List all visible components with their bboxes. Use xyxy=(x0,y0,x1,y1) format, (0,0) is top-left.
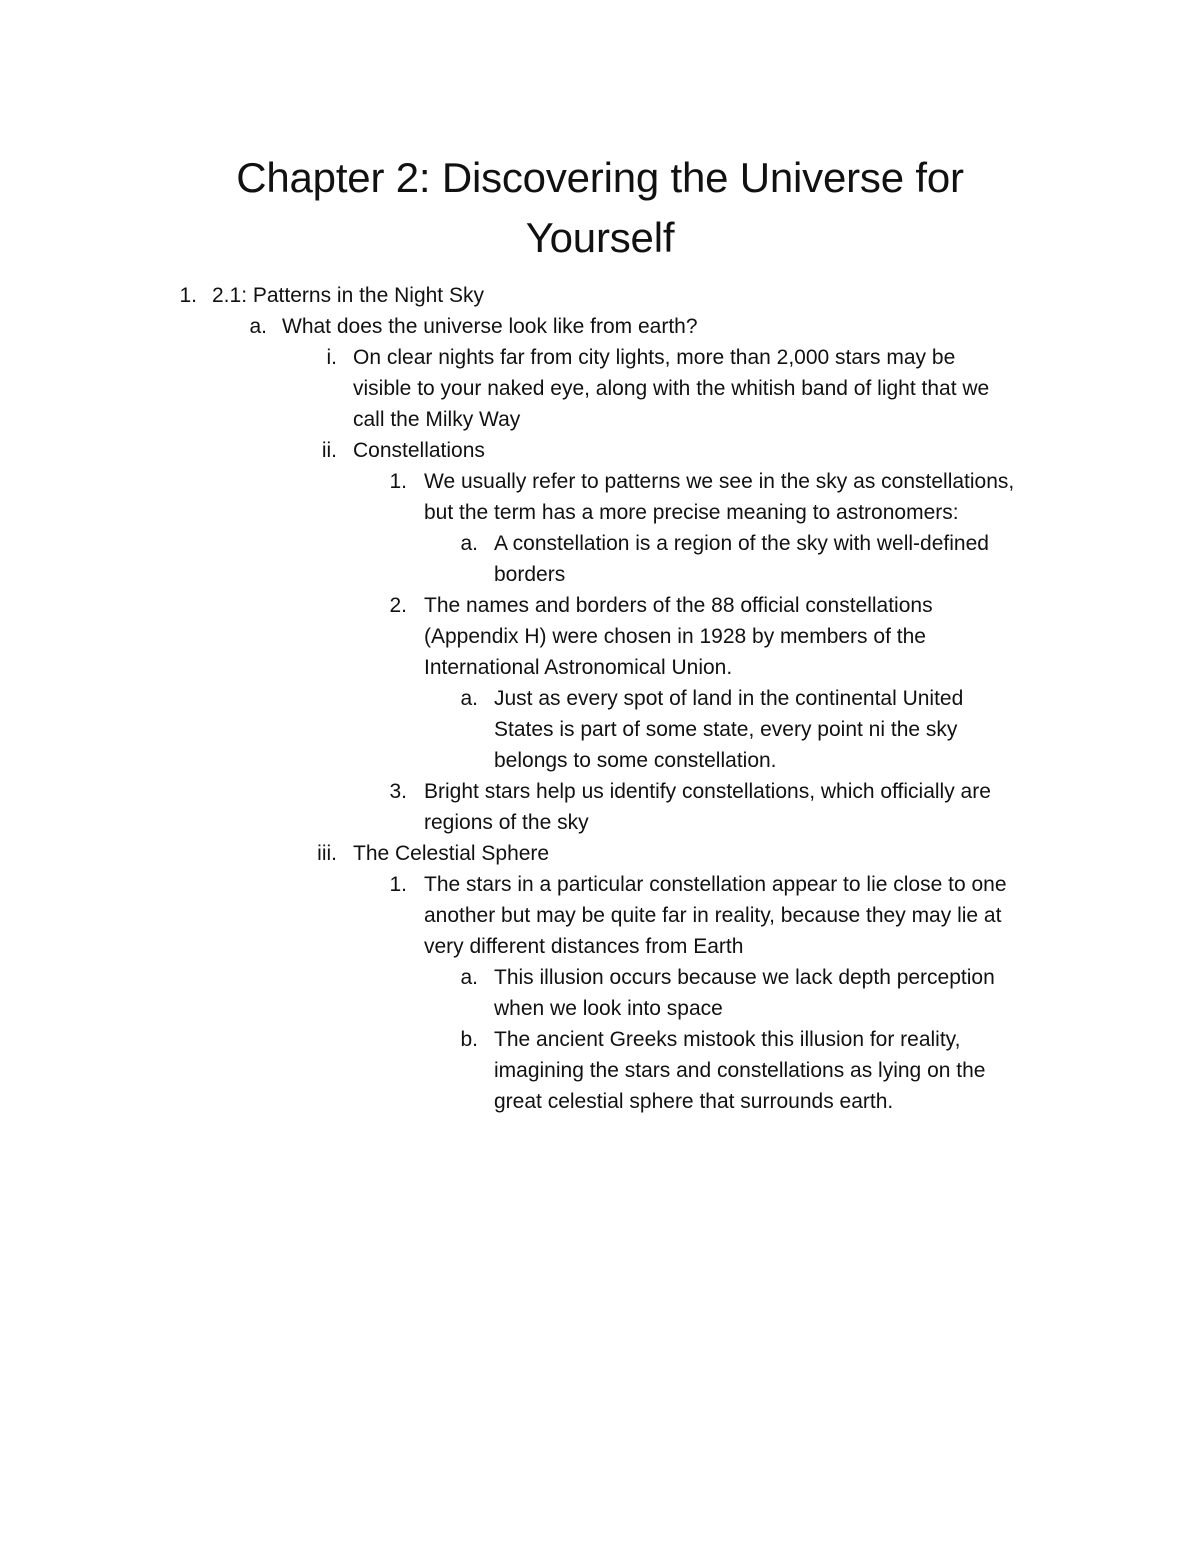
list-item-text-line: regions of the sky xyxy=(424,811,589,834)
list-marker: a. xyxy=(460,532,478,555)
list-item-text-line: Just as every spot of land in the continental United xyxy=(494,687,964,710)
list-item-text-line: very different distances from Earth xyxy=(424,935,744,958)
list-item-text-line: borders xyxy=(494,563,566,586)
list-marker: a. xyxy=(249,315,267,338)
list-item-text-line: visible to your naked eye, along with the whitish band of light that we xyxy=(353,377,990,400)
list-item-text-line: imagining the stars and constellations as lying on the xyxy=(494,1059,986,1082)
list-item-text-line: The ancient Greeks mistook this illusion for reality, xyxy=(494,1028,961,1051)
list-marker: 3. xyxy=(389,780,407,803)
title-line-2: Yourself xyxy=(525,214,675,261)
list-marker: 1. xyxy=(389,873,407,896)
list-marker: 1. xyxy=(179,284,197,307)
list-item-text-line: States is part of some state, every point ni the sky xyxy=(494,718,958,741)
list-marker: a. xyxy=(460,687,478,710)
list-item-text-line: This illusion occurs because we lack depth perception xyxy=(494,966,995,989)
list-item-text-line: Bright stars help us identify constellations, which officially are xyxy=(424,780,991,803)
list-item-text-line: call the Milky Way xyxy=(353,408,521,431)
list-item-text: 2.1: Patterns in the Night Sky xyxy=(212,284,484,307)
list-item-text: What does the universe look like from earth? xyxy=(282,315,698,338)
list-item-text-line: The stars in a particular constellation appear to lie close to one xyxy=(424,873,1007,896)
list-marker: b. xyxy=(460,1028,478,1051)
list-item-text-line: (Appendix H) were chosen in 1928 by members of the xyxy=(424,625,926,648)
list-marker: iii. xyxy=(317,842,337,865)
list-item-text-line: great celestial sphere that surrounds earth. xyxy=(494,1090,894,1113)
list-item-text-line: International Astronomical Union. xyxy=(424,656,733,679)
list-marker: 1. xyxy=(389,470,407,493)
list-item-text-line: another but may be quite far in reality, because they may lie at xyxy=(424,904,1002,927)
list-marker: a. xyxy=(460,966,478,989)
list-item-text-line: We usually refer to patterns we see in the sky as constellations, xyxy=(424,470,1015,493)
list-item-text-line: The names and borders of the 88 official constellations xyxy=(424,594,933,617)
list-marker: ii. xyxy=(321,439,337,462)
list-item-text-line: but the term has a more precise meaning to astronomers: xyxy=(424,501,959,524)
list-item-text-line: belongs to some constellation. xyxy=(494,749,777,772)
list-marker: 2. xyxy=(389,594,407,617)
list-item-text-line: On clear nights far from city lights, more than 2,000 stars may be xyxy=(353,346,956,369)
page-title xyxy=(150,148,1050,268)
list-item-text: The Celestial Sphere xyxy=(353,842,550,865)
title-line-1: Chapter 2: Discovering the Universe for xyxy=(236,154,964,201)
list-item-text-line: A constellation is a region of the sky with well-defined xyxy=(494,532,989,555)
list-item-text-line: when we look into space xyxy=(494,997,723,1020)
list-marker: i. xyxy=(326,346,337,369)
list-item-text: Constellations xyxy=(353,439,485,462)
